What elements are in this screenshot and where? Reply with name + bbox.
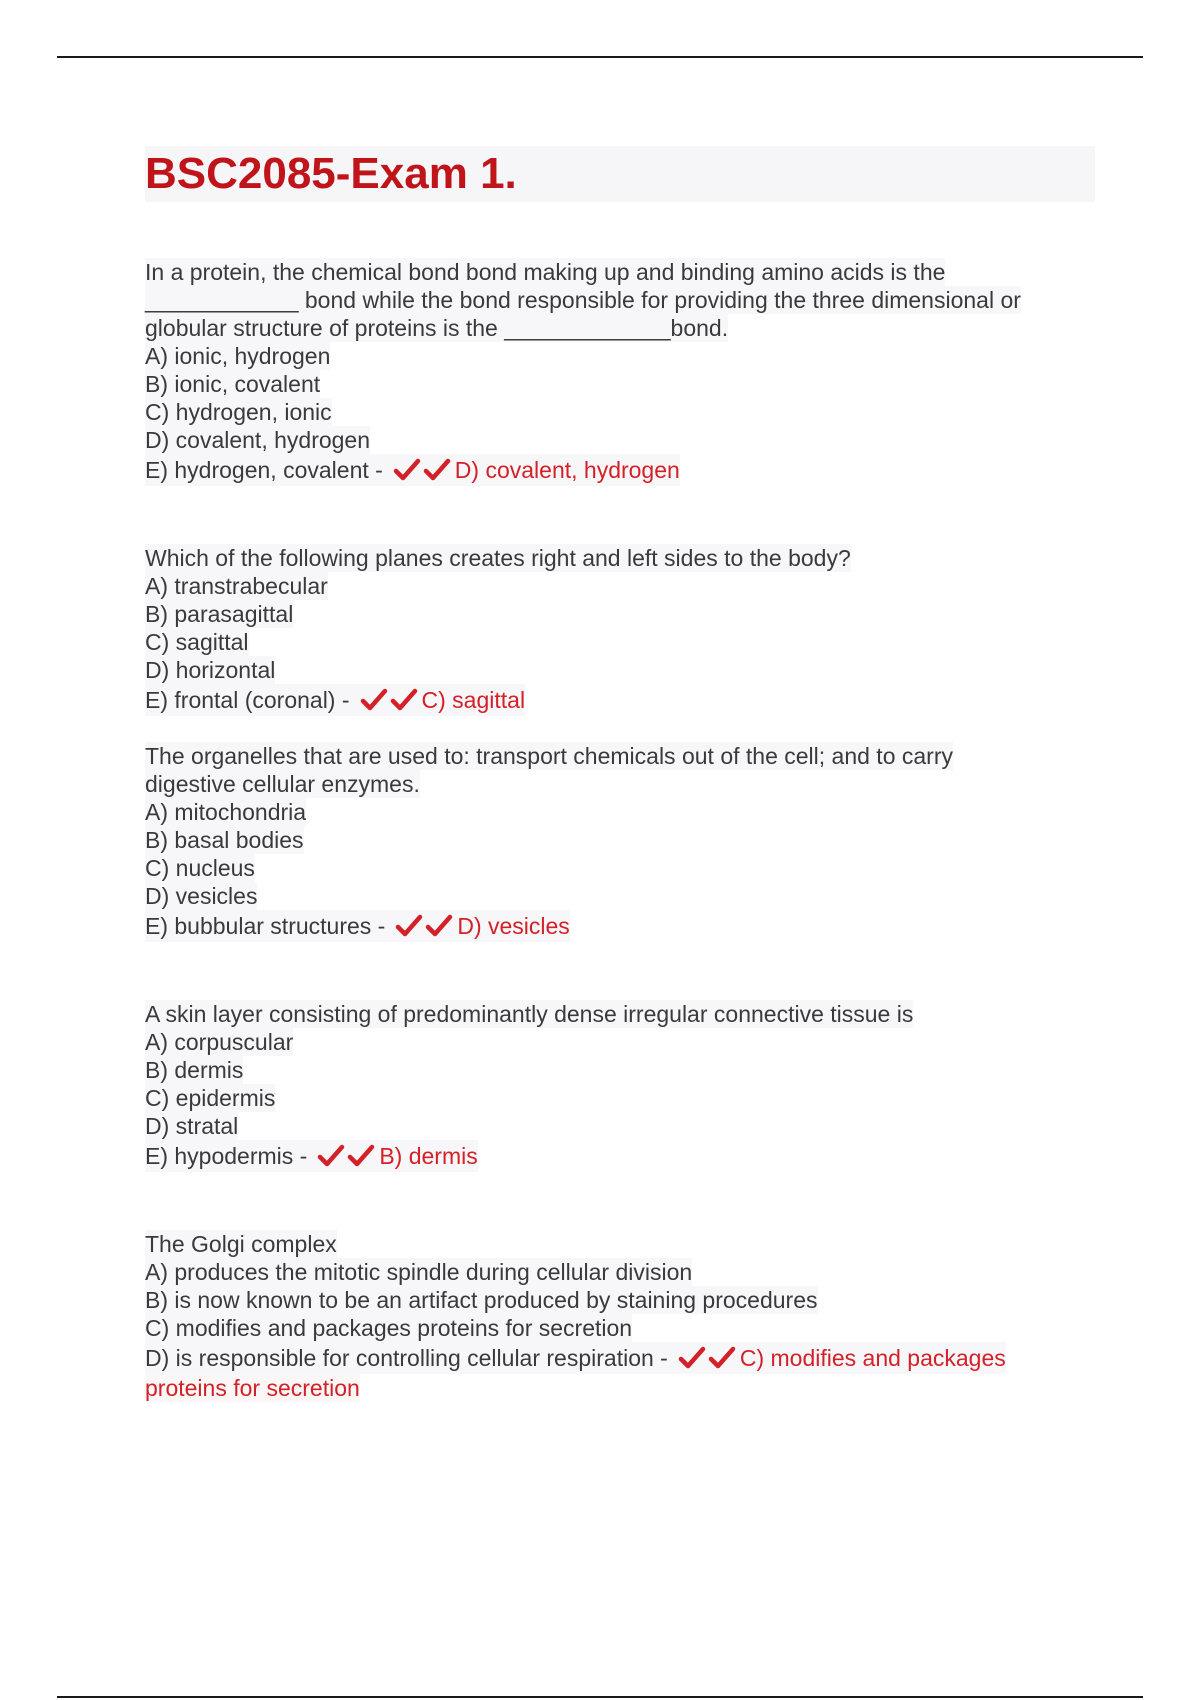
answer-option: D) is responsible for controlling cellular respiration - bbox=[145, 1345, 668, 1371]
answer-line bbox=[145, 684, 525, 716]
answer-option: B) parasagittal bbox=[145, 601, 294, 627]
question-1 bbox=[145, 258, 1095, 486]
answer-option: C) sagittal bbox=[145, 629, 249, 655]
answer-option: B) is now known to be an artifact produced by staining procedures bbox=[145, 1287, 818, 1313]
check-icon bbox=[395, 912, 423, 940]
question-4 bbox=[145, 1000, 1095, 1172]
answer-option: C) modifies and packages proteins for secretion bbox=[145, 1315, 633, 1341]
page-top-rule bbox=[57, 56, 1143, 58]
answer-option: D) vesicles bbox=[145, 883, 258, 909]
check-icon bbox=[347, 1142, 375, 1170]
answer-line bbox=[145, 1140, 478, 1172]
page-bottom-rule bbox=[57, 1696, 1143, 1698]
answer-option: A) mitochondria bbox=[145, 799, 307, 825]
answer-option: A) ionic, hydrogen bbox=[145, 343, 331, 369]
answer-option: C) nucleus bbox=[145, 855, 255, 881]
question-prompt-line: Which of the following planes creates right and left sides to the body? bbox=[145, 545, 851, 571]
answer-option: D) stratal bbox=[145, 1113, 239, 1139]
answer-line bbox=[145, 1342, 1006, 1374]
answer-option: E) hypodermis - bbox=[145, 1143, 308, 1169]
question-prompt-line: A skin layer consisting of predominantly dense irregular connective tissue is bbox=[145, 1001, 914, 1027]
check-icon bbox=[425, 912, 453, 940]
check-icon bbox=[390, 686, 418, 714]
check-icon bbox=[708, 1344, 736, 1372]
question-prompt-line: digestive cellular enzymes. bbox=[145, 771, 420, 797]
answer-option: E) frontal (coronal) - bbox=[145, 687, 350, 713]
answer-option: A) corpuscular bbox=[145, 1029, 294, 1055]
check-icon bbox=[423, 456, 451, 484]
answer-option: B) dermis bbox=[145, 1057, 244, 1083]
answer-option: B) basal bodies bbox=[145, 827, 304, 853]
answer-option: E) hydrogen, covalent - bbox=[145, 457, 383, 483]
correct-answer: C) modifies and packages bbox=[739, 1345, 1006, 1371]
correct-answer-continued: proteins for secretion bbox=[145, 1375, 360, 1401]
question-2 bbox=[145, 544, 1095, 716]
answer-line bbox=[145, 454, 680, 486]
answer-option: B) ionic, covalent bbox=[145, 371, 321, 397]
question-prompt-line: globular structure of proteins is the _____________bond. bbox=[145, 315, 729, 341]
document-body bbox=[145, 146, 1095, 1402]
question-3 bbox=[145, 742, 1095, 942]
check-icon bbox=[360, 686, 388, 714]
document-title: BSC2085-Exam 1. bbox=[145, 149, 517, 198]
answer-line bbox=[145, 910, 570, 942]
check-icon bbox=[678, 1344, 706, 1372]
correct-answer: D) vesicles bbox=[457, 913, 570, 939]
question-prompt-line: The organelles that are used to: transport chemicals out of the cell; and to carry bbox=[145, 743, 953, 769]
correct-answer: B) dermis bbox=[379, 1143, 478, 1169]
answer-option: A) produces the mitotic spindle during cellular division bbox=[145, 1259, 693, 1285]
check-icon bbox=[393, 456, 421, 484]
answer-option: E) bubbular structures - bbox=[145, 913, 386, 939]
answer-option: C) epidermis bbox=[145, 1085, 276, 1111]
question-prompt-line: In a protein, the chemical bond bond making up and binding amino acids is the bbox=[145, 259, 946, 285]
answer-option: A) transtrabecular bbox=[145, 573, 328, 599]
title-band bbox=[145, 146, 1095, 202]
question-prompt-line: ____________ bond while the bond responsible for providing the three dimensional or bbox=[145, 287, 1021, 313]
correct-answer: C) sagittal bbox=[421, 687, 526, 713]
answer-option: C) hydrogen, ionic bbox=[145, 399, 332, 425]
answer-option: D) horizontal bbox=[145, 657, 276, 683]
answer-option: D) covalent, hydrogen bbox=[145, 427, 371, 453]
correct-answer: D) covalent, hydrogen bbox=[454, 457, 680, 483]
question-5 bbox=[145, 1230, 1095, 1402]
check-icon bbox=[317, 1142, 345, 1170]
question-prompt-line: The Golgi complex bbox=[145, 1231, 337, 1257]
